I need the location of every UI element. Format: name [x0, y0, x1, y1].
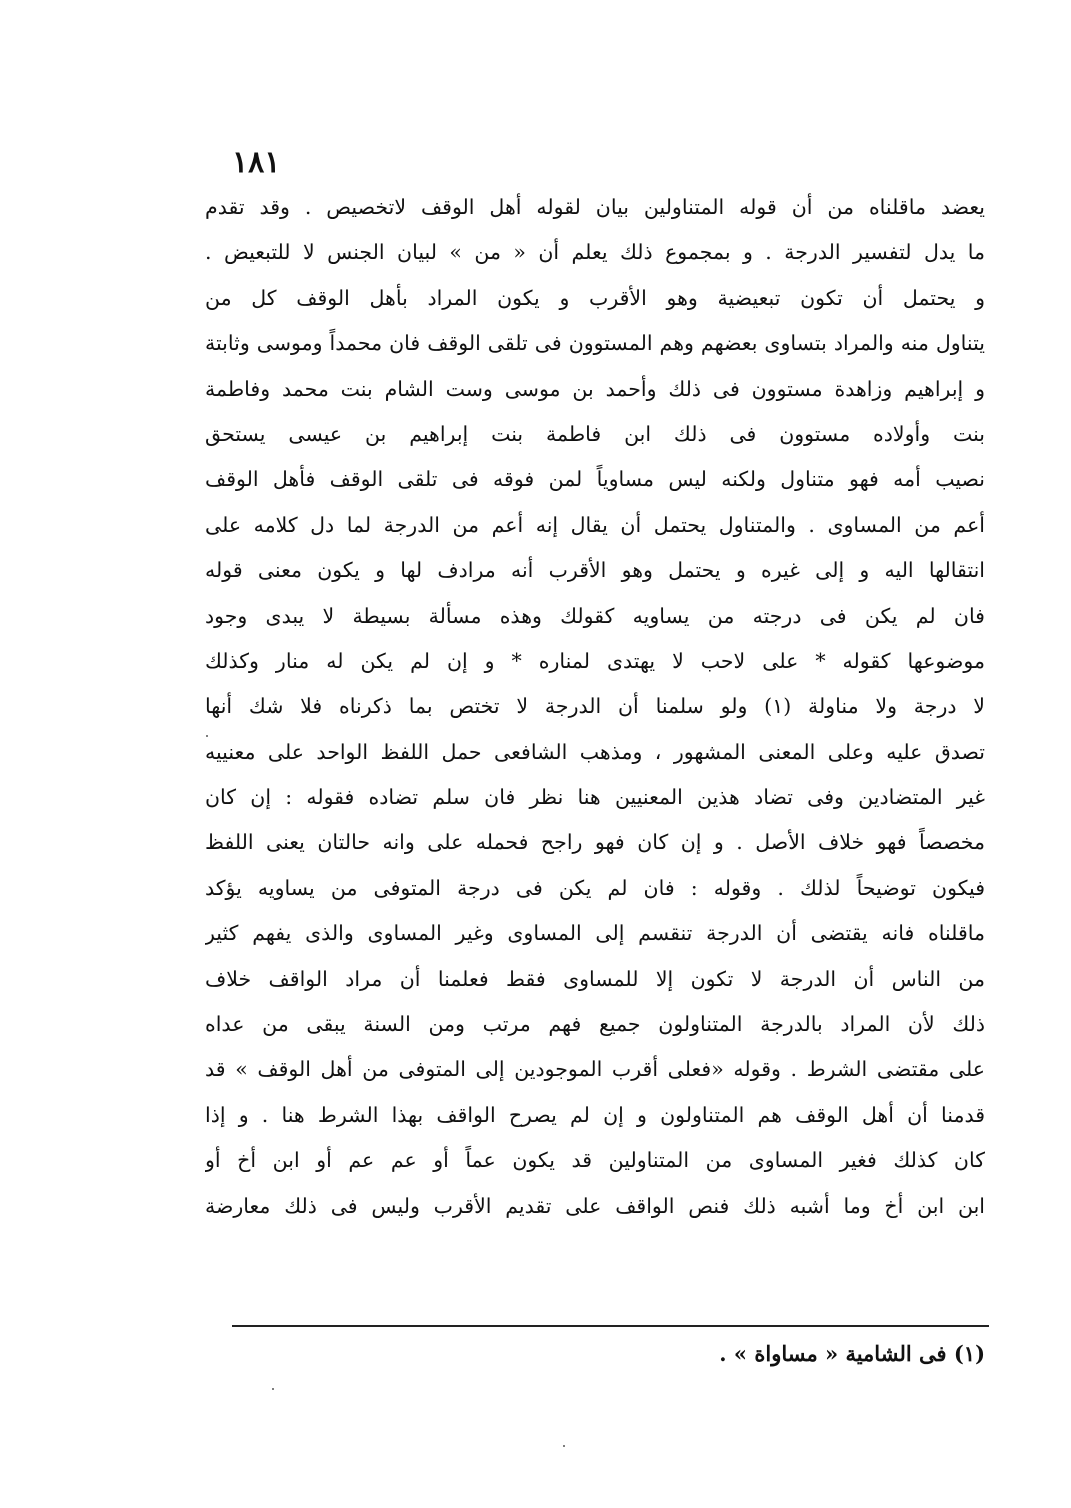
text-line: و إبراهيم وزاهدة مستوون فى ذلك وأحمد بن موسى وست الشام بنت محمد وفاطمة [205, 376, 985, 401]
text-line: كان كذلك فغير المساوى من المتناولين قد يكون عماً أو عم عم أو ابن أخ أو [205, 1148, 985, 1173]
text-line: ما يدل لتفسير الدرجة . و بمجموع ذلك يعلم أن « من » لبيان الجنس لا للتبعيض . [205, 240, 985, 265]
text-line: ذلك لأن المراد بالدرجة المتناولون جميع فهم مرتب ومن السنة يبقى من عداه [205, 1012, 985, 1037]
scan-speck [272, 1388, 274, 1390]
footnote: (١) فى الشامية « مساواة » . [719, 1341, 985, 1366]
text-line: يعضد ماقلناه من أن قوله المتناولين بيان لقوله أهل الوقف لاتخصيص . وقد تقدم [205, 195, 985, 219]
text-line: فان لم يكن فى درجته من يساويه كقولك وهذه مسألة بسيطة لا يبدى وجود [205, 603, 985, 628]
text-line: انتقالها اليه و إلى غيره و يحتمل وهو الأقرب أنه مرادف لها و يكون معنى قوله [205, 558, 985, 583]
scan-speck [563, 1445, 565, 1447]
text-line: مخصصاً فهو خلاف الأصل . و إن كان فهو راجح فحمله على وانه حالتان يعنى اللفظ [205, 830, 985, 855]
text-line: و يحتمل أن تكون تبعيضية وهو الأقرب و يكون المراد بأهل الوقف كل من [205, 285, 985, 310]
text-line: قدمنا أن أهل الوقف هم المتناولون و إن لم يصرح الواقف بهذا الشرط هنا . و إذا [205, 1102, 985, 1127]
text-line: يتناول منه والمراد بتساوى بعضهم وهم المستوون فى تلقى الوقف فان محمداً وموسى وثابتة [205, 331, 985, 356]
text-line: غير المتضادين وفى تضاد هذين المعنيين هنا نظر فان سلم تضاده فقوله : إن كان [205, 785, 985, 810]
text-line: لا درجة ولا مناولة (١) ولو سلمنا أن الدرجة لا تختص بما ذكرناه فلا شك أنها [205, 694, 985, 719]
text-line: بنت وأولاده مستوون فى ذلك ابن فاطمة بنت إبراهيم بن عيسى يستحق [205, 421, 985, 446]
scan-speck [206, 735, 208, 737]
text-line: تصدق عليه وعلى المعنى المشهور ، ومذهب الشافعى حمل اللفظ الواحد على معنييه [205, 739, 985, 764]
text-line: ابن ابن أخ وما أشبه ذلك فنص الواقف على تقديم الأقرب وليس فى ذلك معارضة [205, 1193, 985, 1218]
text-line: نصيب أمه فهو متناول ولكنه ليس مساوياً لمن فوقه فى تلقى الوقف فأهل الوقف [205, 467, 985, 492]
text-line: على مقتضى الشرط . وقوله «فعلى أقرب الموجودين إلى المتوفى من أهل الوقف » قد [205, 1057, 985, 1082]
text-line: موضوعها كقوله * على لاحب لا يهتدى لمناره * و إن لم يكن له منار وكذلك [205, 648, 985, 673]
text-line: أعم من المساوى . والمتناول يحتمل أن يقال إنه أعم من الدرجة لما دل كلامه على [205, 512, 985, 537]
body-text [205, 185, 985, 1229]
text-line: ماقلناه فانه يقتضى أن الدرجة تنقسم إلى المساوى وغير المساوى والذى يفهم كثير [205, 921, 985, 946]
footnote-divider [232, 1325, 989, 1327]
text-line: فيكون توضيحاً لذلك . وقوله : فان لم يكن فى درجة المتوفى من يساويه يؤكد [205, 875, 985, 900]
text-line: من الناس أن الدرجة لا تكون إلا للمساوى فقط فعلمنا أن مراد الواقف خلاف [205, 966, 985, 991]
page-number: ١٨١ [232, 145, 281, 180]
